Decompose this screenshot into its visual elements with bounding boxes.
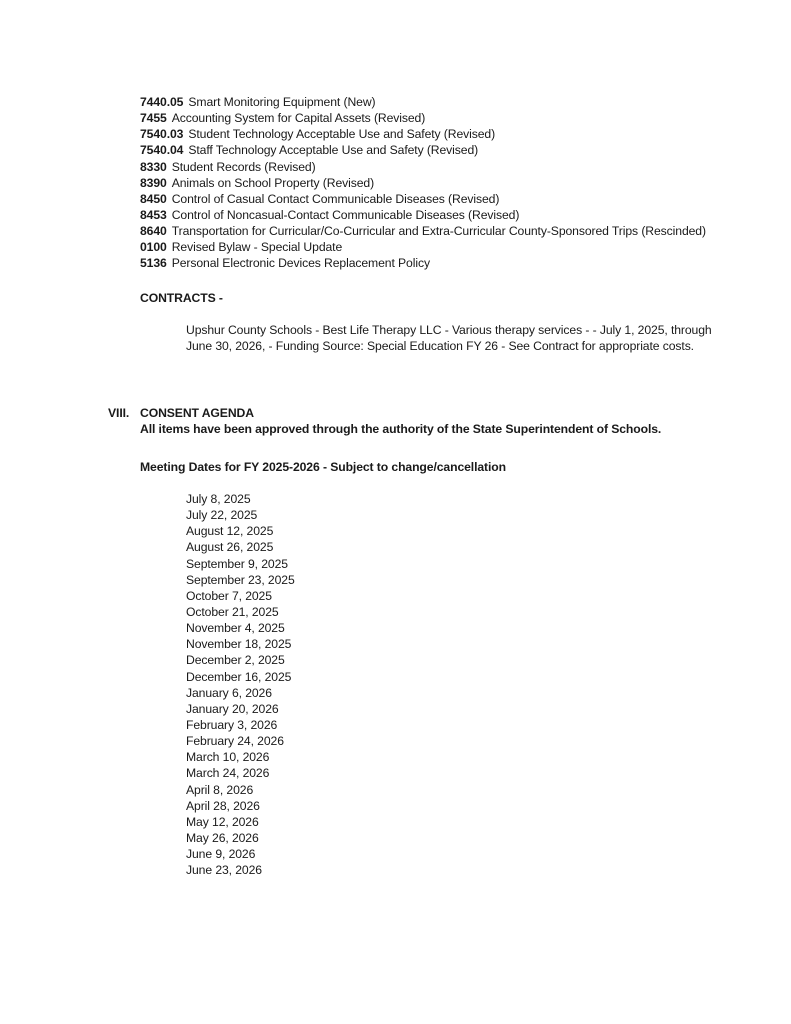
policy-item [140, 239, 760, 255]
meeting-date: November 18, 2025 [186, 637, 292, 652]
policy-code: 7540.03 [140, 127, 184, 142]
policy-item [140, 110, 760, 126]
policy-description: Student Records (Revised) [171, 159, 316, 174]
meeting-date: October 21, 2025 [186, 604, 279, 619]
policy-item [140, 223, 760, 239]
meeting-date: April 8, 2026 [186, 782, 254, 797]
policy-item [140, 142, 760, 158]
policy-description: Accounting System for Capital Assets (Revised) [171, 111, 426, 126]
policy-item [140, 159, 760, 175]
meeting-date: February 3, 2026 [186, 717, 278, 732]
policy-code: 0100 [140, 240, 167, 255]
meeting-date: June 9, 2026 [186, 847, 256, 862]
policy-description: Control of Casual Contact Communicable Diseases (Revised) [171, 191, 500, 206]
policy-description: Staff Technology Acceptable Use and Safety (Revised) [188, 143, 479, 158]
policy-description: Transportation for Curricular/Co-Curricular and Extra-Curricular County-Sponsored Trips (Rescinded) [171, 224, 706, 239]
policy-description: Control of Noncasual-Contact Communicable Diseases (Revised) [171, 207, 520, 222]
meeting-date: July 8, 2025 [186, 492, 251, 506]
policy-code: 8450 [140, 191, 167, 206]
meeting-date: September 23, 2025 [186, 572, 295, 587]
policy-item [140, 191, 760, 207]
policy-item [140, 255, 760, 271]
policy-item [140, 207, 760, 223]
meeting-date: February 24, 2026 [186, 734, 284, 749]
meeting-date: March 24, 2026 [186, 766, 270, 781]
policy-code: 5136 [140, 256, 167, 271]
meeting-date: December 2, 2025 [186, 653, 285, 668]
meeting-date: September 9, 2025 [186, 556, 288, 571]
meeting-dates-list [186, 491, 295, 878]
policy-code: 7455 [140, 111, 167, 126]
contracts-heading: CONTRACTS - [140, 291, 223, 305]
section-number: VIII. [108, 406, 130, 420]
section-title: CONSENT AGENDA [140, 406, 254, 420]
meeting-date: June 23, 2026 [186, 863, 262, 878]
section-subtitle: All items have been approved through the authority of the State Superintendent of Schools. [140, 422, 662, 436]
meeting-date: March 10, 2026 [186, 750, 270, 765]
contract-description: Upshur County Schools - Best Life Therapy LLC - Various therapy services - - July 1, 2025, through June 30, 2026, - Funding Source: Special Education FY 26 - See Contract for appropriate costs. [186, 323, 712, 354]
meeting-date: April 28, 2026 [186, 798, 260, 813]
policy-item [140, 94, 760, 110]
policy-item [140, 175, 760, 191]
meeting-date: November 4, 2025 [186, 621, 285, 636]
meeting-date: January 6, 2026 [186, 685, 272, 700]
meeting-date: October 7, 2025 [186, 588, 272, 603]
policy-code: 7540.04 [140, 143, 184, 158]
policy-code: 8330 [140, 159, 167, 174]
meeting-date: May 26, 2026 [186, 830, 259, 845]
meeting-date: January 20, 2026 [186, 701, 279, 716]
meeting-date: August 26, 2025 [186, 540, 274, 555]
meeting-date: August 12, 2025 [186, 524, 274, 539]
meeting-dates-heading: Meeting Dates for FY 2025-2026 - Subject to change/cancellation [140, 460, 506, 474]
policy-code: 8640 [140, 224, 167, 239]
meeting-date: May 12, 2026 [186, 814, 259, 829]
meeting-date: December 16, 2025 [186, 669, 292, 684]
policy-description: Animals on School Property (Revised) [171, 175, 375, 190]
policy-description: Revised Bylaw - Special Update [171, 240, 343, 255]
meeting-date: July 22, 2025 [186, 508, 258, 523]
policy-code: 7440.05 [140, 95, 184, 109]
policy-list [140, 94, 760, 272]
policy-description: Student Technology Acceptable Use and Safety (Revised) [188, 127, 496, 142]
policy-item [140, 126, 760, 142]
policy-code: 8390 [140, 175, 167, 190]
policy-description: Personal Electronic Devices Replacement Policy [171, 256, 430, 271]
policy-code: 8453 [140, 207, 167, 222]
policy-description: Smart Monitoring Equipment (New) [188, 95, 376, 109]
